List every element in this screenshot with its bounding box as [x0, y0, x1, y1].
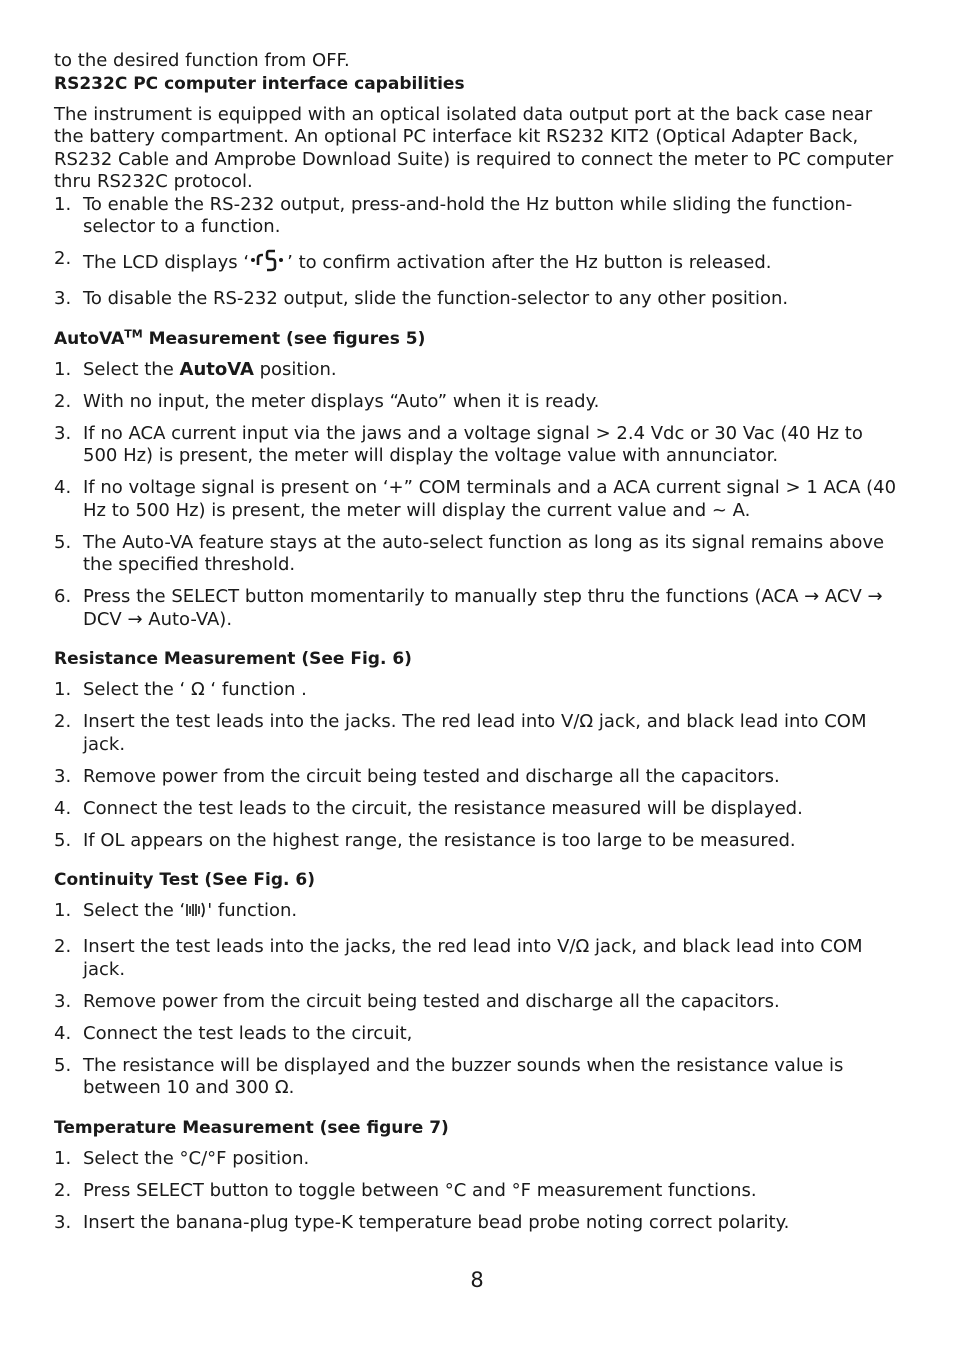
rs232-section [54, 73, 899, 311]
step-text-before: Select the ‘ [83, 900, 186, 921]
step-text-after: ’ to confirm activation after the Hz button is released. [287, 252, 772, 273]
list-item [54, 194, 899, 239]
list-item [54, 991, 899, 1014]
list-item [54, 423, 899, 468]
step-number: 3. [54, 1211, 72, 1233]
autova-section [54, 328, 899, 632]
step-text: Insert the test leads into the jacks, the red lead into V/Ω jack, and black lead into COM jack. [83, 936, 863, 980]
step-text: Remove power from the circuit being tested and discharge all the capacitors. [83, 765, 780, 787]
step-number: 6. [54, 586, 72, 607]
list-item [54, 711, 899, 756]
step-number: 3. [54, 422, 72, 444]
step-number: 4. [54, 797, 72, 819]
resistance-section [54, 648, 899, 852]
step-text-bold: AutoVA [179, 358, 254, 380]
page-number: 8 [470, 1268, 484, 1292]
step-text: Remove power from the circuit being tested and discharge all the capacitors. [83, 990, 780, 1012]
step-number: 4. [54, 1022, 72, 1044]
list-item [54, 1212, 899, 1235]
list-item [54, 1023, 899, 1046]
rs232-description: The instrument is equipped with an optical isolated data output port at the back case near the battery compartment. An optional PC interface kit RS232 KIT2 (Optical Adapter Back, RS232 Cable and Amprobe Download Suite) is required to connect the meter to PC computer thru RS232C protocol. [54, 103, 894, 192]
step-text: Insert the banana-plug type-K temperature bead probe noting correct polarity. [83, 1211, 790, 1233]
step-number: 2. [54, 1179, 72, 1201]
autova-heading-main: AutoVA [54, 328, 125, 349]
temperature-steps [54, 1148, 899, 1235]
list-item [54, 248, 899, 279]
continuity-beeper-icon [185, 900, 207, 927]
trademark-sup: TM [124, 326, 143, 340]
intro-text: to the desired function from OFF. [54, 50, 350, 71]
step-text: Press the SELECT button momentarily to manually step thru the functions (ACA → ACV → DCV → Auto-VA). [83, 586, 883, 630]
autova-heading-rest: Measurement (see figures 5) [142, 328, 426, 349]
continuity-section [54, 869, 899, 1100]
step-number: 4. [54, 477, 72, 498]
resistance-heading: Resistance Measurement (See Fig. 6) [54, 649, 412, 669]
step-number: 1. [54, 193, 72, 215]
step-text: If no voltage signal is present on ‘+” COM terminals and a ACA current signal > 1 ACA (40 Hz to 500 Hz) is present, the meter will display the current value and ~ A. [83, 477, 897, 521]
step-text: To enable the RS-232 output, press-and-hold the Hz button while sliding the function-selector to a function. [83, 193, 853, 237]
rs232-heading: RS232C PC computer interface capabilities [54, 73, 465, 94]
temperature-section [54, 1117, 899, 1235]
step-number: 3. [54, 288, 72, 309]
step-number: 2. [54, 936, 72, 957]
list-item [54, 798, 899, 821]
continuity-steps [54, 900, 899, 1100]
continuity-heading: Continuity Test (See Fig. 6) [54, 870, 315, 890]
list-item [54, 359, 899, 382]
step-text: Insert the test leads into the jacks. The red lead into V/Ω jack, and black lead into COM jack. [83, 711, 867, 755]
step-number: 2. [54, 248, 72, 269]
step-number: 1. [54, 900, 72, 921]
list-item [54, 586, 899, 631]
step-text: The resistance will be displayed and the buzzer sounds when the resistance value is between 10 and 300 Ω. [83, 1054, 844, 1098]
step-text: If OL appears on the highest range, the resistance is too large to be measured. [83, 829, 796, 851]
step-text: To disable the RS-232 output, slide the function-selector to any other position. [83, 288, 789, 309]
list-item [54, 679, 899, 702]
list-item [54, 477, 899, 522]
step-text-after: ' function. [207, 900, 298, 921]
rs232-steps [54, 194, 899, 311]
step-text-after: position. [253, 358, 337, 380]
step-text: Select the °C/°F position. [83, 1147, 310, 1169]
resistance-steps [54, 679, 899, 852]
autova-heading [54, 328, 899, 350]
step-text: The Auto-VA feature stays at the auto-select function as long as its signal remains above the specified threshold. [83, 531, 885, 575]
step-number: 5. [54, 531, 72, 553]
step-number: 1. [54, 358, 72, 380]
list-item [54, 766, 899, 789]
rs232-lcd-symbol-icon [249, 248, 287, 279]
step-number: 2. [54, 390, 72, 412]
step-number: 5. [54, 829, 72, 851]
autova-steps [54, 359, 899, 632]
list-item [54, 830, 899, 853]
step-text-before: Select the [83, 358, 180, 380]
list-item [54, 936, 899, 981]
step-text: Select the ‘ Ω ‘ function . [83, 679, 307, 700]
step-number: 3. [54, 990, 72, 1012]
list-item [54, 900, 899, 927]
step-number: 1. [54, 679, 72, 700]
manual-page [54, 50, 899, 1251]
list-item [54, 1055, 899, 1100]
list-item [54, 532, 899, 577]
step-text-before: The LCD displays ‘ [83, 252, 250, 273]
step-number: 3. [54, 765, 72, 787]
step-text: If no ACA current input via the jaws and a voltage signal > 2.4 Vdc or 30 Vac (40 Hz to 500 Hz) is present, the meter will display the voltage value with annunciator. [83, 422, 863, 466]
step-number: 2. [54, 711, 72, 732]
step-text: Connect the test leads to the circuit, [83, 1022, 413, 1044]
step-text: Connect the test leads to the circuit, the resistance measured will be displayed. [83, 797, 803, 819]
step-number: 5. [54, 1054, 72, 1076]
list-item [54, 1180, 899, 1203]
step-text: Press SELECT button to toggle between °C and °F measurement functions. [83, 1179, 757, 1201]
temperature-heading: Temperature Measurement (see figure 7) [54, 1117, 449, 1138]
list-item [54, 288, 899, 311]
step-number: 1. [54, 1147, 72, 1169]
step-text: With no input, the meter displays “Auto” when it is ready. [83, 390, 600, 412]
list-item [54, 391, 899, 414]
list-item [54, 1148, 899, 1171]
